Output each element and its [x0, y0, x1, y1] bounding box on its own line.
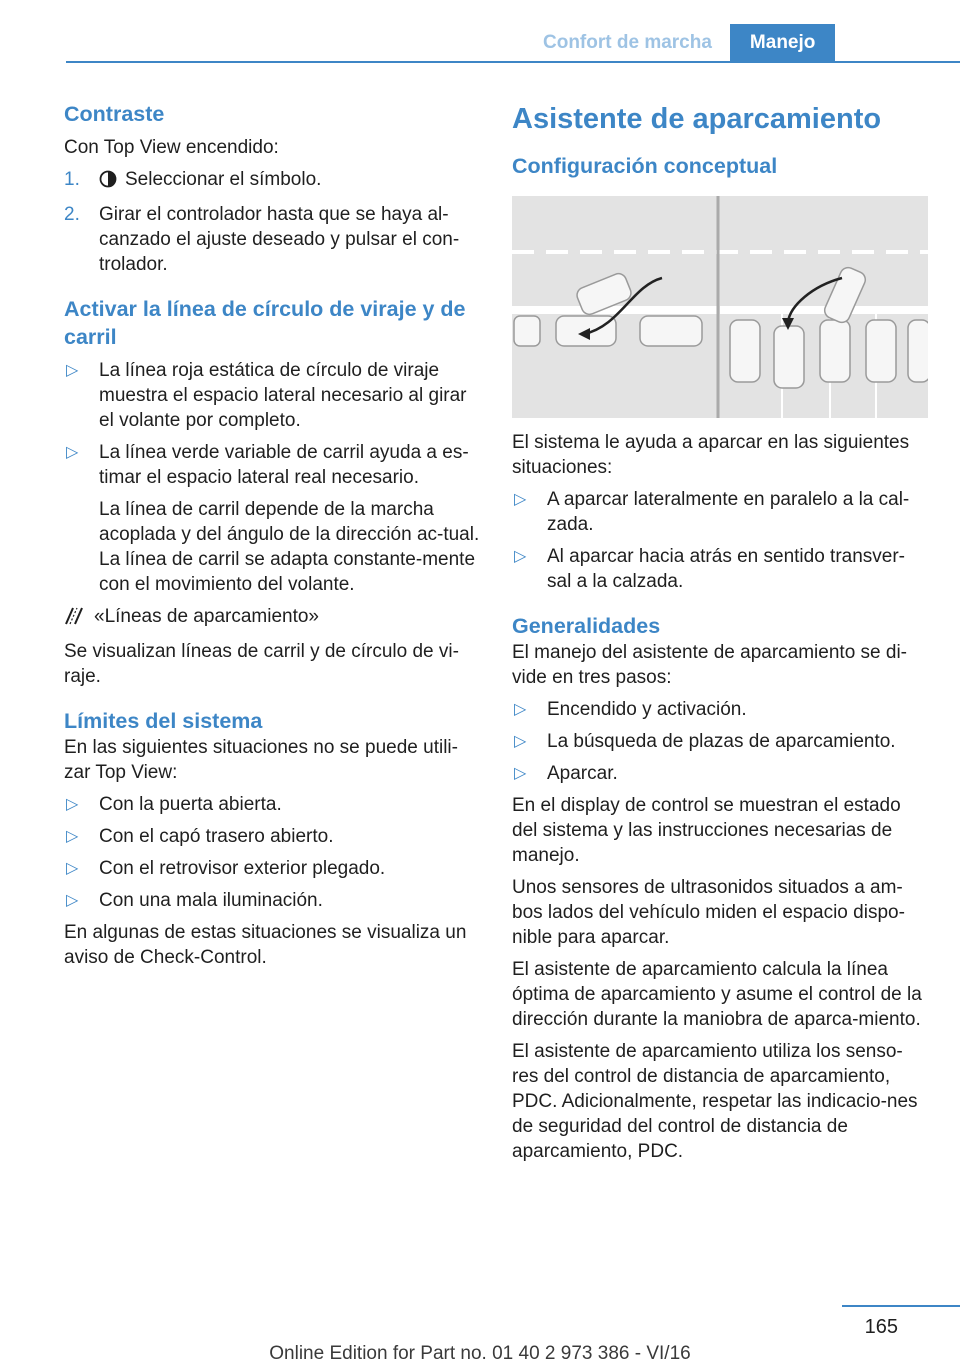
heading-configuracion: Configuración conceptual — [512, 154, 778, 178]
triangle-bullet-icon: ▷ — [514, 548, 527, 565]
list-item — [64, 856, 480, 881]
concept-intro: El sistema le ayuda a aparcar en las siguientes situaciones: — [512, 432, 910, 478]
list-item — [512, 487, 928, 537]
list-item — [64, 888, 480, 913]
footer-edition: Online Edition for Part no. 01 40 2 973 386 - VI/16 — [269, 1343, 691, 1364]
general-intro: El manejo del asistente de aparcamiento se di-vide en tres pasos: — [512, 642, 908, 688]
bullet-text: A aparcar lateralmente en paralelo a la cal-zada. — [547, 489, 910, 535]
triangle-bullet-icon: ▷ — [66, 892, 79, 909]
bullet-text: La línea roja estática de círculo de viraje muestra el espacio lateral necesario al girar el volante por completo. — [99, 360, 467, 431]
contraste-steps — [64, 167, 480, 277]
bullet-text: La línea verde variable de carril ayuda a es-timar el espacio lateral real necesario. — [99, 442, 469, 488]
section-tab-confort: Confort de marcha — [543, 32, 712, 53]
bullet-text: Encendido y activación. — [547, 699, 747, 720]
lineas-after: Se visualizan líneas de carril y de círculo de vi-raje. — [64, 641, 459, 687]
step-number: 1. — [64, 169, 80, 190]
page-number: 165 — [864, 1316, 898, 1338]
triangle-bullet-icon: ▷ — [66, 796, 79, 813]
heading-lineas: Activar la línea de círculo de viraje y de carril — [64, 297, 466, 349]
page-header — [525, 24, 835, 62]
header-rule — [66, 61, 960, 63]
triangle-bullet-icon: ▷ — [66, 444, 79, 461]
left-column — [64, 100, 480, 970]
bullet-text: Al aparcar hacia atrás en sentido transver-sal a la calzada. — [547, 546, 906, 592]
lineas-list — [64, 358, 480, 597]
step-number: 2. — [64, 204, 80, 225]
section-tab-manejo: Manejo — [730, 24, 835, 62]
list-item — [512, 544, 928, 594]
bullet-text: Aparcar. — [547, 763, 618, 784]
limites-list — [64, 792, 480, 913]
limites-intro: En las siguientes situaciones no se puede utili-zar Top View: — [64, 737, 458, 783]
bullet-subtext: La línea de carril depende de la marcha acoplada y del ángulo de la dirección ac-tual. La línea de carril se adapta constante-mente con el movimiento del volante. — [99, 499, 480, 595]
parking-diagram — [512, 196, 928, 418]
general-paragraph: El asistente de aparcamiento utiliza los senso-res del control de distancia de aparcamiento, PDC. Adicionalmente, respetar las indicacio-nes de seguridad del control de distancia de aparcamiento, PDC. — [512, 1041, 918, 1162]
bullet-text: Con el capó trasero abierto. — [99, 826, 334, 847]
list-item — [64, 824, 480, 849]
list-item — [512, 729, 928, 754]
triangle-bullet-icon: ▷ — [66, 860, 79, 877]
general-paragraph: El asistente de aparcamiento calcula la línea óptima de aparcamiento y asume el control de la dirección durante la maniobra de aparca-miento. — [512, 959, 922, 1030]
contraste-intro: Con Top View encendido: — [64, 137, 279, 158]
triangle-bullet-icon: ▷ — [66, 362, 79, 379]
parking-lines-icon — [64, 605, 86, 632]
page-title: Asistente de aparcamiento — [512, 103, 882, 135]
contrast-icon — [99, 170, 117, 195]
bullet-text: Con el retrovisor exterior plegado. — [99, 858, 386, 879]
heading-contraste: Contraste — [64, 102, 165, 126]
triangle-bullet-icon: ▷ — [514, 765, 527, 782]
bullet-text: Con una mala iluminación. — [99, 890, 323, 911]
right-column — [512, 100, 928, 1164]
list-item — [512, 697, 928, 722]
list-item — [64, 792, 480, 817]
triangle-bullet-icon: ▷ — [514, 491, 527, 508]
list-item — [64, 202, 480, 277]
list-item — [512, 761, 928, 786]
heading-limites: Límites del sistema — [64, 709, 263, 733]
triangle-bullet-icon: ▷ — [514, 733, 527, 750]
list-item — [64, 440, 480, 597]
parking-lines-option — [64, 604, 480, 632]
list-item — [64, 358, 480, 433]
bullet-text: La búsqueda de plazas de aparcamiento. — [547, 731, 896, 752]
heading-generalidades: Generalidades — [512, 614, 661, 638]
general-paragraph: Unos sensores de ultrasonidos situados a am-bos lados del vehículo miden el espacio dispo-nible para aparcar. — [512, 877, 905, 948]
footer-rule — [842, 1305, 960, 1307]
triangle-bullet-icon: ▷ — [66, 828, 79, 845]
limites-after: En algunas de estas situaciones se visualiza un aviso de Check-Control. — [64, 922, 467, 968]
step-text: Seleccionar el símbolo. — [125, 169, 322, 190]
step-text: Girar el controlador hasta que se haya al-canzado el ajuste deseado y pulsar el con-trolador. — [99, 204, 460, 275]
general-list — [512, 697, 928, 786]
parking-lines-label: «Líneas de aparcamiento» — [94, 606, 319, 627]
concept-list — [512, 487, 928, 594]
general-paragraph: En el display de control se muestran el estado del sistema y las instrucciones necesarias de manejo. — [512, 795, 901, 866]
bullet-text: Con la puerta abierta. — [99, 794, 282, 815]
list-item — [64, 167, 480, 195]
triangle-bullet-icon: ▷ — [514, 701, 527, 718]
